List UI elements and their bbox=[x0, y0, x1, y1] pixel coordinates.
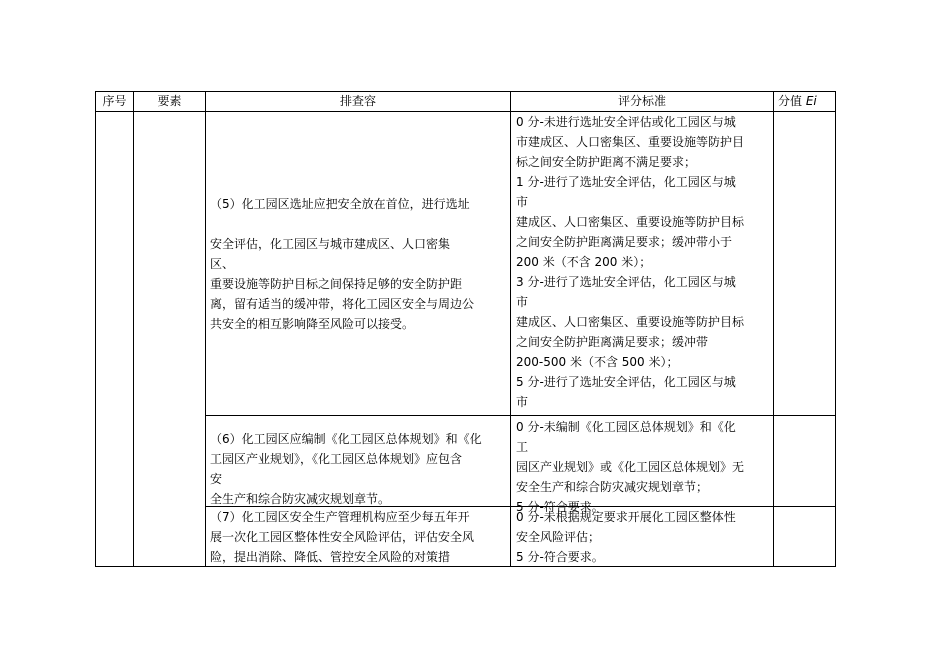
text-line: 之间安全防护距离满足要求；缓冲带小于 bbox=[516, 235, 733, 249]
text-line: 险，提出消除、降低、管控安全风险的对策措 bbox=[210, 550, 451, 564]
text-line: 市 bbox=[516, 295, 529, 309]
text-line: 1 分-进行了选址安全评估，化工园区与城 bbox=[516, 175, 736, 189]
column-divider-3 bbox=[510, 91, 511, 567]
text-line: 5 分-符合要求。 bbox=[516, 550, 604, 564]
text-line: 3 分-进行了选址安全评估，化工园区与城 bbox=[516, 275, 736, 289]
row-divider-1 bbox=[205, 415, 836, 416]
header-element: 要素 bbox=[157, 94, 182, 108]
row-5-criteria bbox=[516, 112, 773, 415]
text-line: 标之间安全防护距离不满足要求； bbox=[516, 155, 697, 169]
text-line: 市建成区、人口密集区、重要设施等防护目 bbox=[516, 135, 745, 149]
text-line: 全生产和综合防灾减灾规划章节。 bbox=[210, 492, 391, 506]
header-content: 排查容 bbox=[339, 94, 376, 108]
column-divider-4 bbox=[773, 91, 774, 567]
text-line bbox=[210, 214, 508, 234]
text-line: 重要设施等防护目标之间保持足够的安全防护距 bbox=[210, 277, 463, 291]
text-line: 0 分-未根据规定要求开展化工园区整体性 bbox=[516, 510, 736, 524]
text-line: 共安全的相互影响降至风险可以接受。 bbox=[210, 317, 415, 331]
text-line: （6）化工园区应编制《化工园区总体规划》和《化 bbox=[210, 432, 482, 446]
text-line: 200 米（不含 200 米）； bbox=[516, 255, 652, 269]
header-index: 序号 bbox=[102, 94, 127, 108]
text-line: 安 bbox=[210, 472, 223, 486]
column-divider-1 bbox=[133, 91, 134, 567]
text-line: 之间安全防护距离满足要求；缓冲带 bbox=[516, 335, 709, 349]
scoring-table bbox=[95, 91, 836, 567]
text-line: 市 bbox=[516, 195, 529, 209]
header-score-label: 分值 bbox=[778, 94, 806, 108]
text-line: 园区产业规划》或《化工园区总体规划》无 bbox=[516, 460, 745, 474]
row-7-criteria bbox=[516, 507, 773, 565]
table-border-left bbox=[95, 91, 96, 567]
table-border-right bbox=[835, 91, 836, 567]
text-line: 区、 bbox=[210, 257, 235, 271]
header-score-symbol: Ei bbox=[805, 94, 817, 108]
text-line: 200-500 米（不含 500 米）； bbox=[516, 355, 679, 369]
text-line: 安全风险评估； bbox=[516, 530, 601, 544]
text-line: 工 bbox=[516, 440, 529, 454]
text-line: 0 分-未编制《化工园区总体规划》和《化 bbox=[516, 420, 736, 434]
text-line: 工园区产业规划》，《化工园区总体规划》应包含 bbox=[210, 452, 463, 466]
text-line: 安全评估，化工园区与城市建成区、人口密集 bbox=[210, 237, 451, 251]
text-line: 展一次化工园区整体性安全风险评估，评估安全风 bbox=[210, 530, 475, 544]
text-line: 离，留有适当的缓冲带，将化工园区安全与周边公 bbox=[210, 297, 475, 311]
text-line: 安全生产和综合防灾减灾规划章节； bbox=[516, 480, 709, 494]
text-line: 建成区、人口密集区、重要设施等防护目标 bbox=[516, 315, 745, 329]
text-line: 建成区、人口密集区、重要设施等防护目标 bbox=[516, 215, 745, 229]
header-criteria: 评分标准 bbox=[617, 94, 666, 108]
text-line: 0 分-未进行选址安全评估或化工园区与城 bbox=[516, 115, 736, 129]
row-7-content bbox=[210, 507, 508, 565]
text-line: 市 bbox=[516, 395, 529, 409]
row-6-criteria bbox=[516, 417, 773, 514]
text-line: 5 分-进行了选址安全评估，化工园区与城 bbox=[516, 375, 736, 389]
column-divider-2 bbox=[205, 91, 206, 567]
row-5-content bbox=[210, 194, 508, 415]
row-6-content bbox=[210, 429, 508, 505]
header-score bbox=[774, 91, 839, 111]
text-line: （5）化工园区选址应把安全放在首位，进行选址 bbox=[210, 197, 470, 211]
text-line: 5 分-符合要求。 bbox=[516, 500, 604, 514]
text-line: （7）化工园区安全生产管理机构应至少每五年开 bbox=[210, 510, 470, 524]
